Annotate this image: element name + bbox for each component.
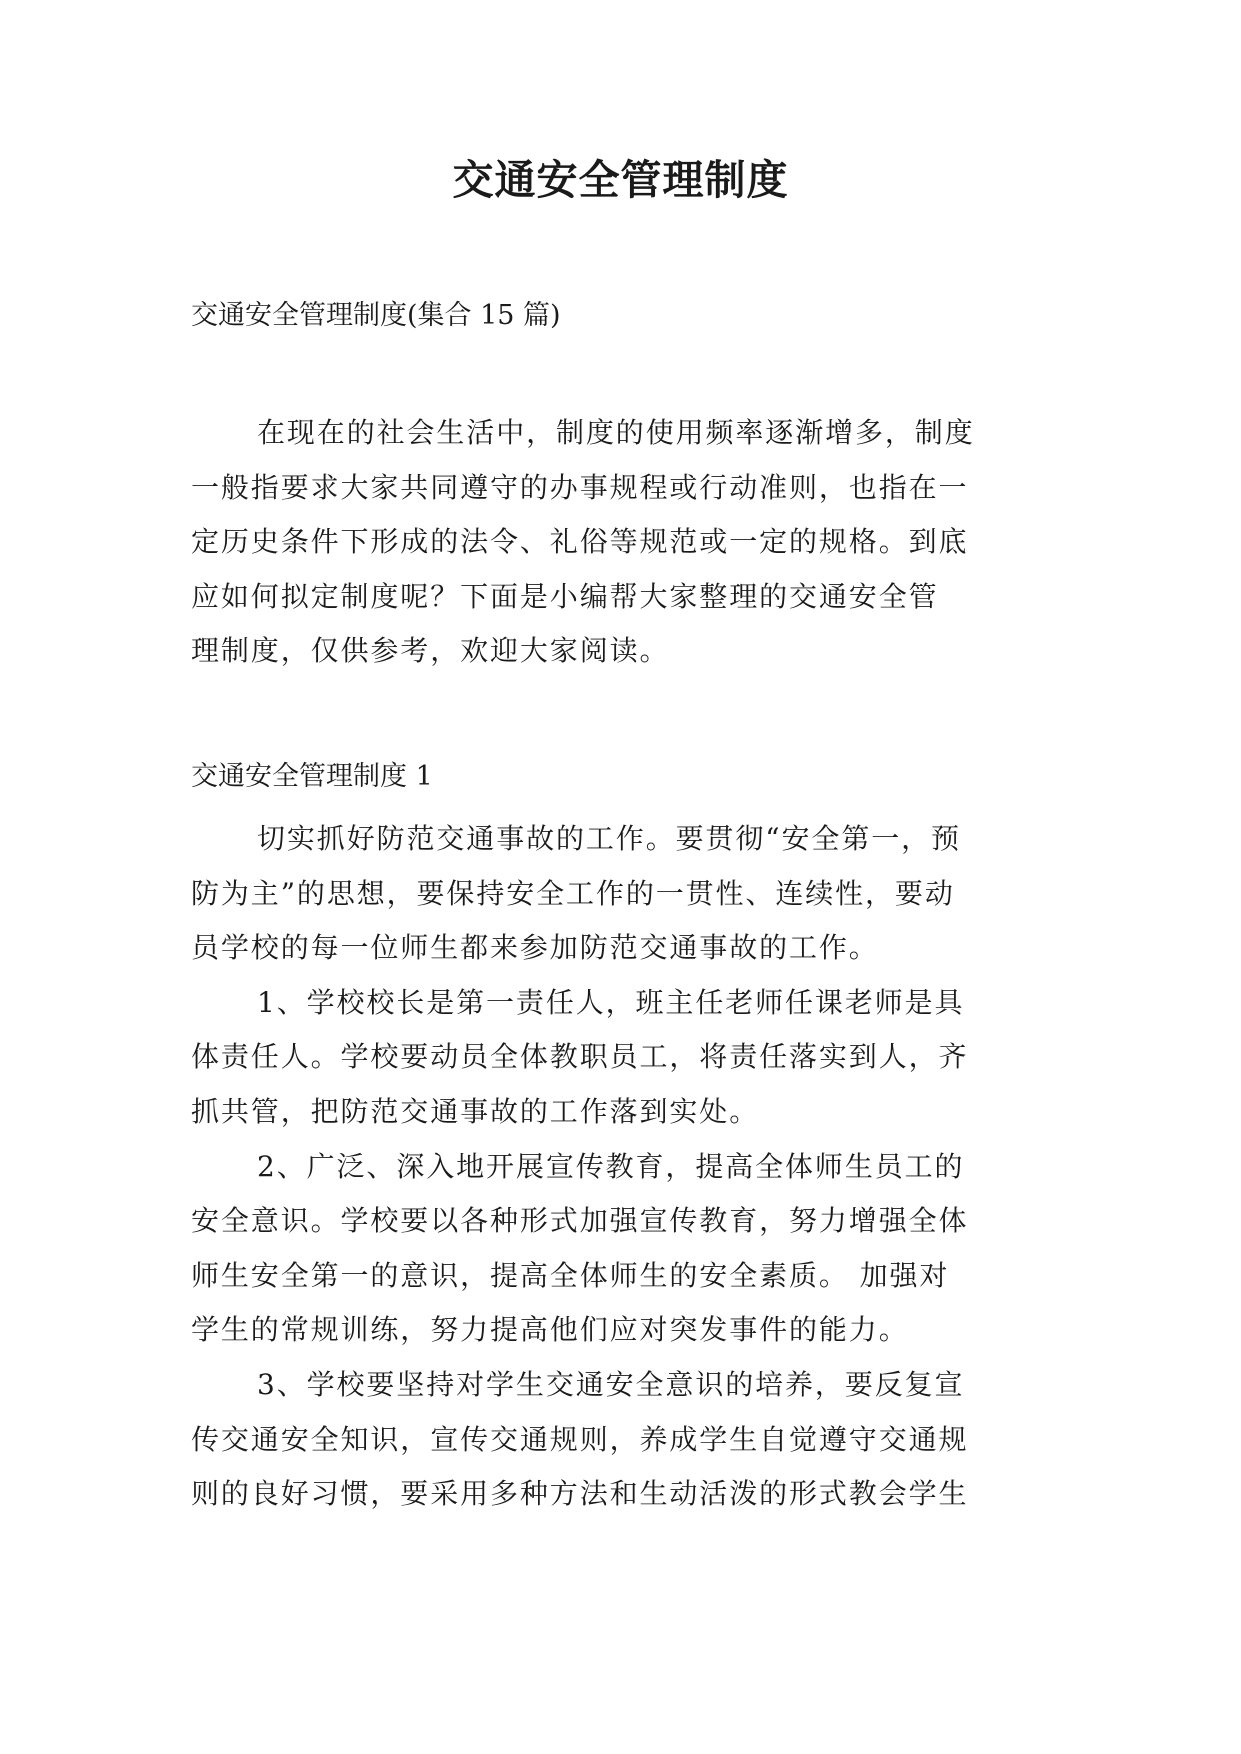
paragraph-line: 防为主”的思想，要保持安全工作的一贯性、连续性，要动 <box>191 876 955 910</box>
paragraph-line: 3、学校要坚持对学生交通安全意识的培养，要反复宣 <box>257 1367 965 1401</box>
article-paragraph <box>191 1140 1051 1358</box>
paragraph-line: 体责任人。学校要动员全体教职员工，将责任落实到人，齐 <box>191 1040 969 1074</box>
intro-line: 理制度，仅供参考，欢迎大家阅读。 <box>191 634 670 668</box>
paragraph-line: 2、广泛、深入地开展宣传教育，提高全体师生员工的 <box>257 1149 965 1183</box>
paragraph-line: 切实抓好防范交通事故的工作。要贯彻“安全第一，预 <box>257 822 961 855</box>
section-heading: 交通安全管理制度 1 <box>191 761 433 792</box>
article-paragraph <box>191 1358 1051 1522</box>
intro-line: 应如何拟定制度呢？下面是小编帮大家整理的交通安全管 <box>191 579 939 613</box>
intro-line: 定历史条件下形成的法令、礼俗等规范或一定的规格。到底 <box>191 525 969 559</box>
article-paragraph <box>191 812 1051 976</box>
article-section <box>191 812 1051 1522</box>
paragraph-line: 安全意识。学校要以各种形式加强宣传教育，努力增强全体 <box>191 1204 969 1238</box>
paragraph-line: 员学校的每一位师生都来参加防范交通事故的工作。 <box>191 931 879 965</box>
paragraph-line: 传交通安全知识，宣传交通规则，养成学生自觉遵守交通规 <box>191 1422 969 1456</box>
paragraph-line: 1、学校校长是第一责任人，班主任老师任课老师是具 <box>257 985 965 1019</box>
paragraph-line: 师生安全第一的意识，提高全体师生的安全素质。 加强对 <box>191 1258 950 1292</box>
paragraph-line: 抓共管，把防范交通事故的工作落到实处。 <box>191 1094 760 1128</box>
intro-paragraph <box>191 406 1051 679</box>
intro-line: 一般指要求大家共同遵守的办事规程或行动准则，也指在一 <box>191 470 969 504</box>
intro-section <box>191 406 1051 679</box>
article-paragraph <box>191 976 1051 1140</box>
document-title: 交通安全管理制度 <box>452 156 789 204</box>
paragraph-line: 则的良好习惯，要采用多种方法和生动活泼的形式教会学生 <box>191 1477 969 1511</box>
document-subtitle: 交通安全管理制度(集合 15 篇) <box>191 300 561 331</box>
paragraph-line: 学生的常规训练，努力提高他们应对突发事件的能力。 <box>191 1313 909 1347</box>
intro-line: 在现在的社会生活中，制度的使用频率逐渐增多，制度 <box>257 416 975 449</box>
